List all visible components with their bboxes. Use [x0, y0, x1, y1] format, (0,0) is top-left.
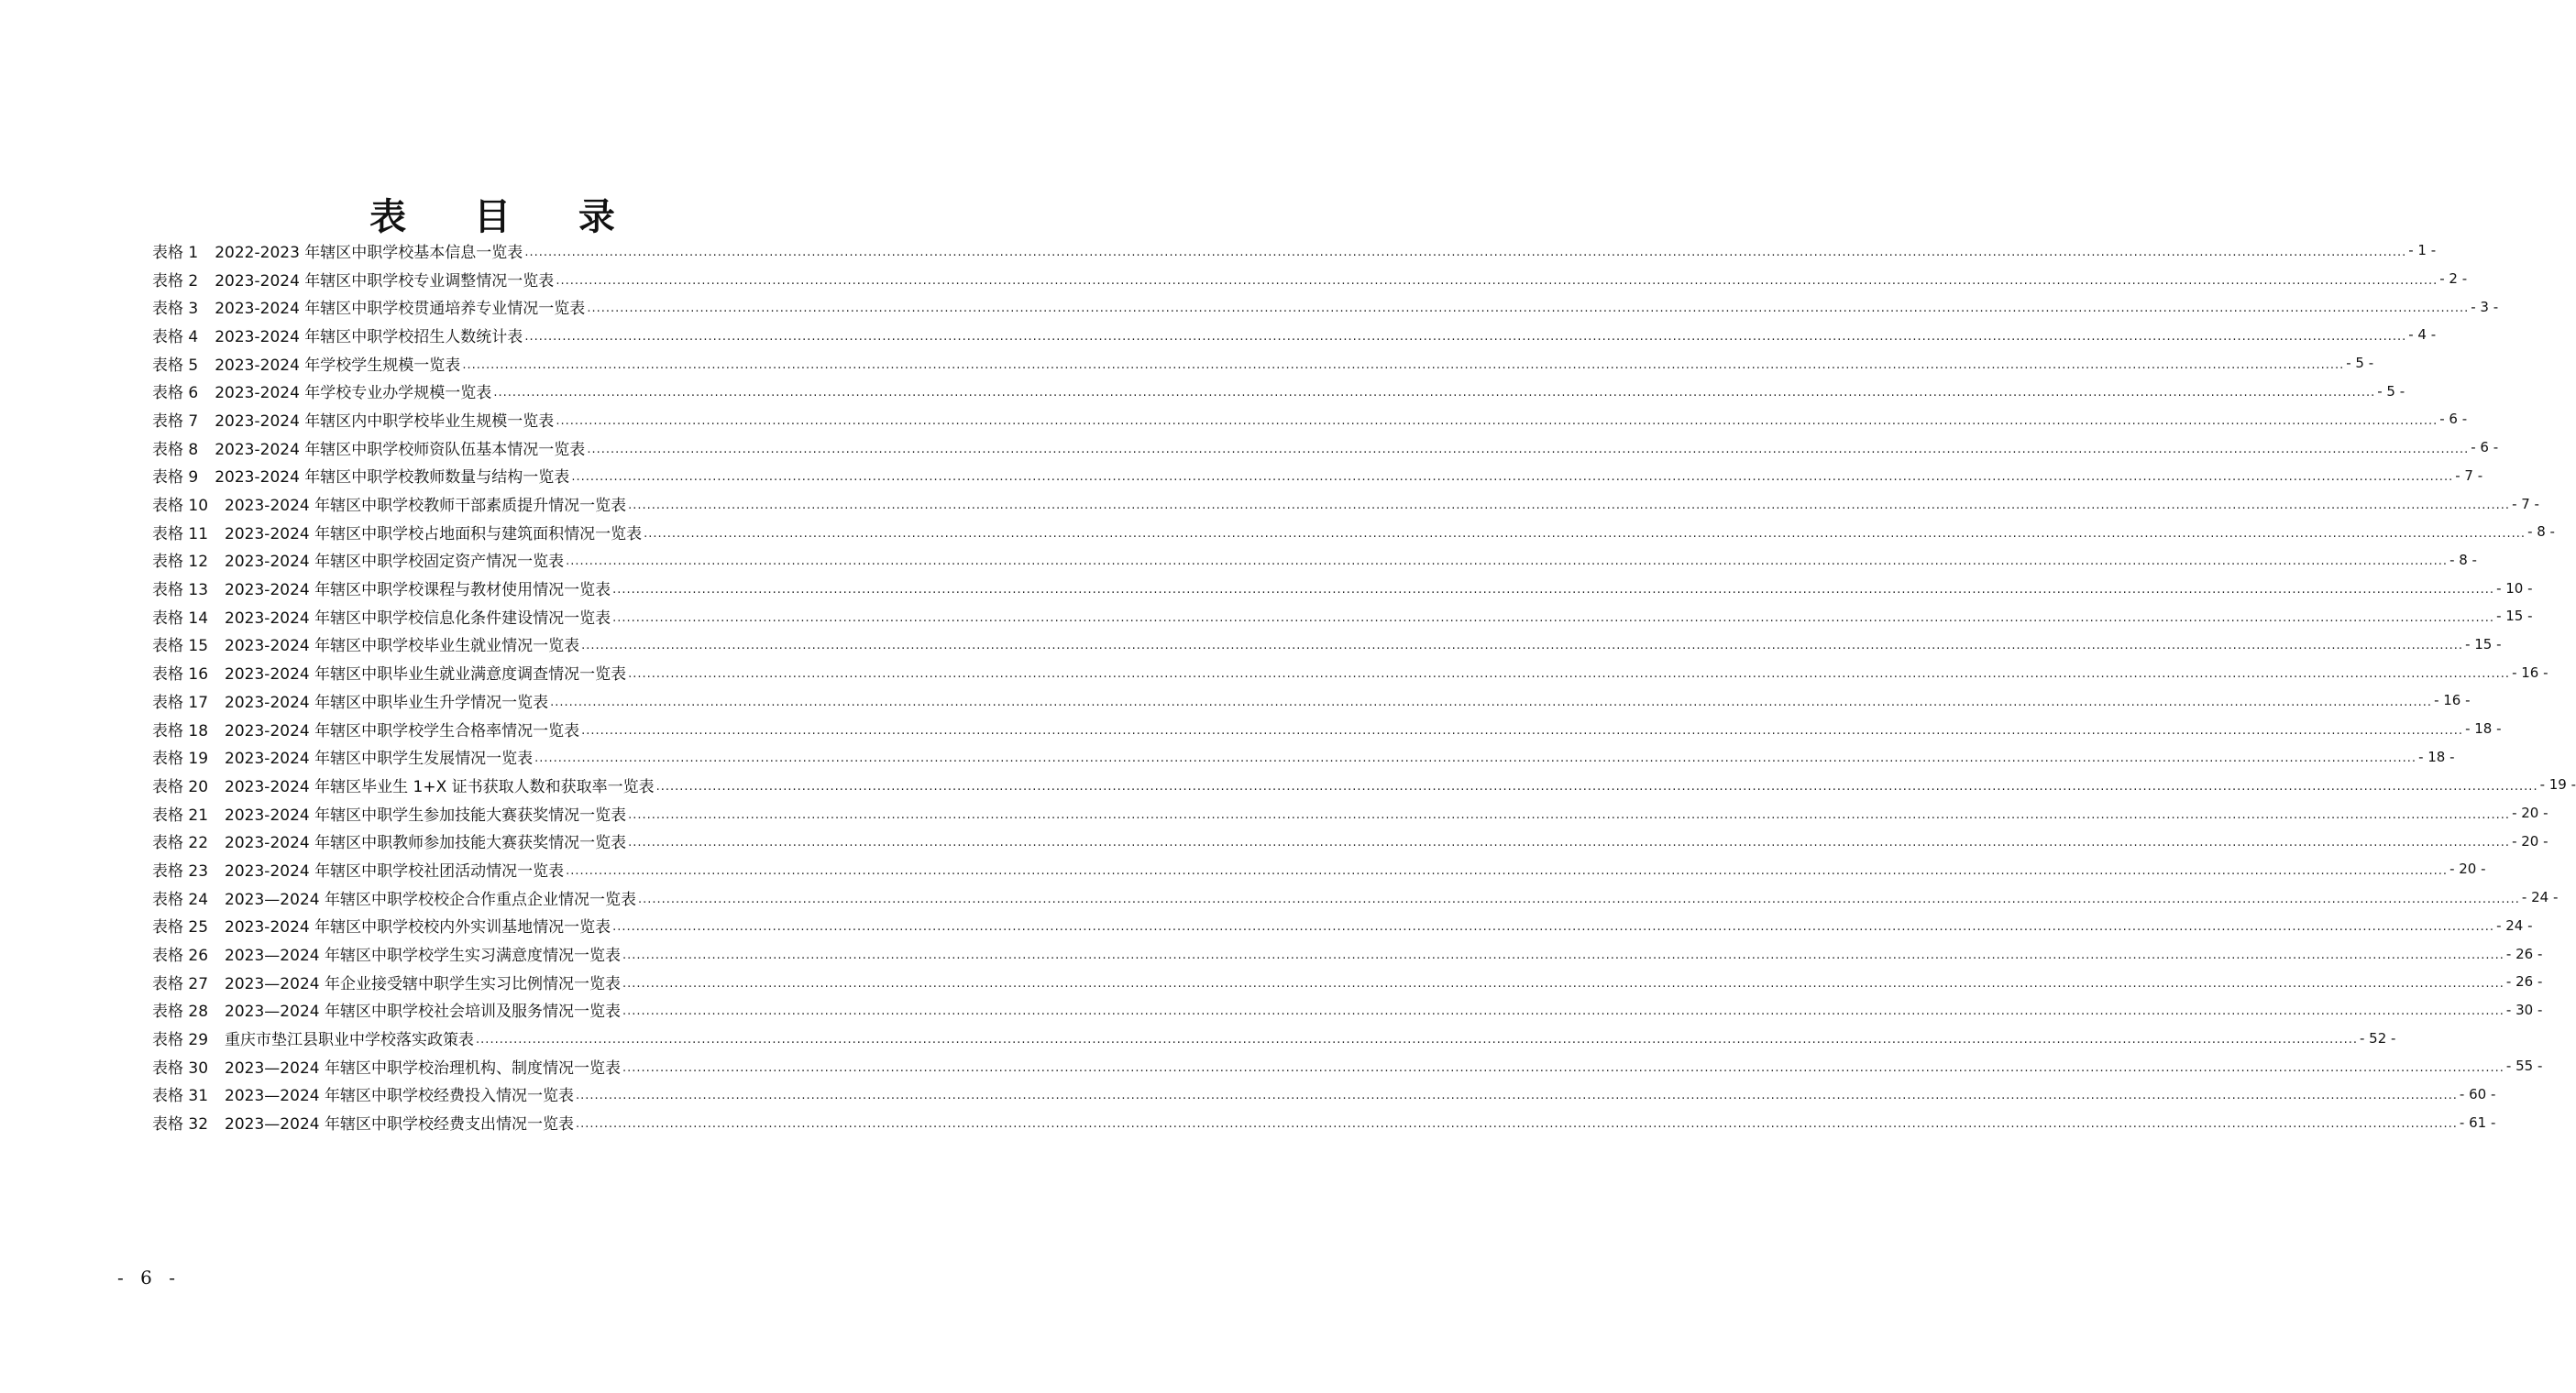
toc-entry-label: 表格 24 — [152, 890, 209, 909]
toc-entry-label: 表格 12 — [152, 553, 209, 572]
toc-leader-dots: ................................................................................................................................................................................................................................................................................................................................................................................................................ — [622, 1060, 2504, 1075]
toc-leader-dots: ................................................................................................................................................................................................................................................................................................................................................................................................................ — [612, 583, 2495, 598]
toc-entry-label: 表格 2 — [152, 271, 199, 291]
toc-entry-label: 表格 13 — [152, 581, 209, 600]
toc-entry-page: - 24 - — [2521, 889, 2559, 906]
toc-entry-label: 表格 3 — [152, 300, 199, 319]
toc-entry-title: 2023-2024 年辖区中职学校教师数量与结构一览表 — [215, 468, 570, 488]
toc-entry-label: 表格 5 — [152, 356, 199, 375]
toc-entry[interactable] — [152, 574, 2533, 602]
toc-entry-page: - 7 - — [2455, 466, 2483, 484]
toc-entry-page: - 6 - — [2471, 439, 2499, 456]
toc-entry-page: - 15 - — [2496, 608, 2533, 625]
toc-leader-dots: ................................................................................................................................................................................................................................................................................................................................................................................................................ — [524, 329, 2407, 344]
toc-entry-label: 表格 27 — [152, 974, 209, 993]
toc-leader-dots: ................................................................................................................................................................................................................................................................................................................................................................................................................ — [628, 499, 2511, 513]
toc-entry-page: - 20 - — [2449, 861, 2486, 878]
toc-leader-dots: ................................................................................................................................................................................................................................................................................................................................................................................................................ — [493, 386, 2376, 400]
toc-entry[interactable] — [152, 1080, 2496, 1109]
toc-entry[interactable] — [152, 349, 2374, 378]
toc-entry[interactable] — [152, 518, 2555, 546]
toc-entry-page: - 19 - — [2539, 776, 2576, 794]
toc-entry-title: 2023-2024 年辖区中职学校贯通培养专业情况一览表 — [215, 300, 586, 319]
toc-entry-label: 表格 18 — [152, 721, 209, 740]
toc-leader-dots: ................................................................................................................................................................................................................................................................................................................................................................................................................ — [462, 357, 2345, 372]
toc-entry-title: 2023-2024 年学校专业办学规模一览表 — [215, 384, 492, 403]
toc-leader-dots: ................................................................................................................................................................................................................................................................................................................................................................................................................ — [524, 245, 2407, 259]
toc-entry-page: - 6 - — [2439, 411, 2468, 428]
toc-entry[interactable] — [152, 1108, 2496, 1136]
toc-entry[interactable] — [152, 827, 2548, 855]
toc-entry-label: 表格 16 — [152, 665, 209, 685]
toc-entry-page: - 4 - — [2408, 326, 2437, 344]
toc-entry-label: 表格 20 — [152, 777, 209, 796]
toc-entry-title: 2023-2024 年辖区中职学生参加技能大赛获奖情况一览表 — [225, 806, 627, 825]
toc-entry[interactable] — [152, 321, 2437, 349]
toc-leader-dots: ................................................................................................................................................................................................................................................................................................................................................................................................................ — [581, 723, 2464, 738]
toc-entry[interactable] — [152, 292, 2499, 321]
toc-entry-page: - 60 - — [2459, 1085, 2496, 1102]
toc-entry-title: 2023—2024 年辖区中职学校经费投入情况一览表 — [225, 1087, 574, 1106]
toc-entry-label: 表格 31 — [152, 1087, 209, 1106]
toc-entry-label: 表格 7 — [152, 411, 199, 431]
toc-entry[interactable] — [152, 883, 2559, 912]
toc-entry-title: 2023-2024 年辖区中职学校师资队伍基本情况一览表 — [215, 440, 586, 459]
toc-leader-dots: ................................................................................................................................................................................................................................................................................................................................................................................................................ — [637, 892, 2520, 906]
toc-leader-dots: ................................................................................................................................................................................................................................................................................................................................................................................................................ — [550, 695, 2433, 709]
toc-entry[interactable] — [152, 771, 2576, 799]
toc-entry-page: - 2 - — [2439, 270, 2468, 288]
toc-entry-title: 2023-2024 年辖区中职学生发展情况一览表 — [225, 750, 534, 769]
toc-entry-label: 表格 21 — [152, 806, 209, 825]
toc-entry-page: - 52 - — [2359, 1029, 2396, 1047]
page-number: - 6 - — [117, 1267, 181, 1289]
toc-entry-label: 表格 30 — [152, 1058, 209, 1078]
toc-leader-dots: ................................................................................................................................................................................................................................................................................................................................................................................................................ — [612, 920, 2495, 935]
toc-entry-title: 2023-2024 年辖区中职学校毕业生就业情况一览表 — [225, 637, 580, 656]
toc-entry[interactable] — [152, 377, 2405, 405]
toc-entry[interactable] — [152, 236, 2437, 265]
toc-leader-dots: ................................................................................................................................................................................................................................................................................................................................................................................................................ — [622, 976, 2504, 991]
toc-leader-dots: ................................................................................................................................................................................................................................................................................................................................................................................................................ — [476, 1033, 2358, 1047]
toc-entry-title: 2023-2024 年辖区中职学校占地面积与建筑面积情况一览表 — [225, 524, 643, 543]
toc-entry-label: 表格 6 — [152, 384, 199, 403]
toc-entry-page: - 1 - — [2408, 242, 2437, 259]
toc-entry[interactable] — [152, 799, 2548, 828]
toc-entry[interactable] — [152, 658, 2548, 686]
toc-entry-title: 2023—2024 年辖区中职学校社会培训及服务情况一览表 — [225, 1003, 621, 1022]
toc-entry-title: 2023-2024 年辖区中职学校专业调整情况一览表 — [215, 271, 555, 291]
toc-entry-label: 表格 25 — [152, 918, 209, 938]
toc-entry-title: 2023—2024 年辖区中职学校经费支出情况一览表 — [225, 1115, 574, 1135]
toc-entry-page: - 26 - — [2505, 945, 2543, 962]
toc-leader-dots: ................................................................................................................................................................................................................................................................................................................................................................................................................ — [587, 442, 2470, 456]
toc-entry-title: 重庆市垫江县职业中学校落实政策表 — [225, 1031, 475, 1050]
toc-entry-page: - 10 - — [2496, 579, 2533, 597]
toc-entry-label: 表格 15 — [152, 637, 209, 656]
toc-entry-title: 2023-2024 年辖区中职学校学生合格率情况一览表 — [225, 721, 580, 740]
toc-entry-label: 表格 4 — [152, 327, 199, 346]
toc-entry-label: 表格 17 — [152, 693, 209, 712]
toc-entry-page: - 5 - — [2377, 382, 2405, 400]
toc-entry-title: 2023-2024 年辖区中职教师参加技能大赛获奖情况一览表 — [225, 834, 627, 853]
toc-entry[interactable] — [152, 742, 2455, 771]
toc-entry-page: - 18 - — [2465, 720, 2502, 738]
toc-leader-dots: ................................................................................................................................................................................................................................................................................................................................................................................................................ — [628, 836, 2511, 850]
toc-entry[interactable] — [152, 939, 2543, 968]
toc-entry-title: 2023-2024 年辖区中职学校教师干部素质提升情况一览表 — [225, 497, 627, 516]
toc-entry-page: - 61 - — [2459, 1113, 2496, 1131]
toc-leader-dots: ................................................................................................................................................................................................................................................................................................................................................................................................................ — [581, 639, 2464, 653]
toc-entry-page: - 20 - — [2512, 805, 2548, 822]
toc-entry[interactable] — [152, 968, 2543, 996]
toc-leader-dots: ................................................................................................................................................................................................................................................................................................................................................................................................................ — [575, 1089, 2458, 1103]
toc-entry-page: - 16 - — [2512, 664, 2548, 681]
toc-entry-label: 表格 32 — [152, 1115, 209, 1135]
toc-leader-dots: ................................................................................................................................................................................................................................................................................................................................................................................................................ — [622, 949, 2504, 963]
toc-entry-label: 表格 28 — [152, 1003, 209, 1022]
toc-entry[interactable] — [152, 996, 2543, 1025]
toc-entry-label: 表格 9 — [152, 468, 199, 488]
toc-entry-title: 2022-2023 年辖区中职学校基本信息一览表 — [215, 243, 523, 262]
toc-entry-title: 2023—2024 年辖区中职学校学生实习满意度情况一览表 — [225, 947, 621, 966]
toc-entry-page: - 26 - — [2505, 973, 2543, 991]
toc-entry-label: 表格 10 — [152, 497, 209, 516]
toc-entry[interactable] — [152, 855, 2486, 883]
toc-entry-title: 2023-2024 年辖区中职学校社团活动情况一览表 — [225, 861, 565, 881]
toc-leader-dots: ................................................................................................................................................................................................................................................................................................................................................................................................................ — [566, 554, 2449, 569]
toc-entry-page: - 8 - — [2449, 551, 2477, 568]
table-of-contents — [152, 236, 2576, 1136]
toc-leader-dots: ................................................................................................................................................................................................................................................................................................................................................................................................................ — [566, 863, 2449, 878]
toc-entry-title: 2023-2024 年辖区中职学校固定资产情况一览表 — [225, 553, 565, 572]
toc-entry-title: 2023—2024 年辖区中职学校校企合作重点企业情况一览表 — [225, 890, 636, 909]
toc-entry-label: 表格 23 — [152, 861, 209, 881]
toc-entry-page: - 5 - — [2346, 355, 2374, 372]
toc-entry-page: - 16 - — [2434, 692, 2471, 709]
toc-entry-page: - 7 - — [2512, 495, 2539, 512]
toc-leader-dots: ................................................................................................................................................................................................................................................................................................................................................................................................................ — [628, 667, 2511, 682]
toc-entry-label: 表格 8 — [152, 440, 199, 459]
toc-entry-label: 表格 14 — [152, 609, 209, 628]
toc-entry[interactable] — [152, 265, 2468, 293]
toc-entry-page: - 15 - — [2465, 635, 2502, 653]
toc-entry-title: 2023-2024 年学校学生规模一览表 — [215, 356, 461, 375]
toc-entry-page: - 55 - — [2505, 1058, 2543, 1075]
toc-entry[interactable] — [152, 546, 2477, 575]
toc-leader-dots: ................................................................................................................................................................................................................................................................................................................................................................................................................ — [534, 751, 2417, 766]
toc-entry-title: 2023-2024 年辖区毕业生 1+X 证书获取人数和获取率一览表 — [225, 777, 655, 796]
toc-leader-dots: ................................................................................................................................................................................................................................................................................................................................................................................................................ — [612, 610, 2495, 625]
toc-entry-page: - 20 - — [2512, 832, 2548, 850]
toc-leader-dots: ................................................................................................................................................................................................................................................................................................................................................................................................................ — [628, 807, 2511, 822]
toc-entry[interactable] — [152, 602, 2533, 631]
toc-entry-title: 2023—2024 年辖区中职学校治理机构、制度情况一览表 — [225, 1058, 621, 1078]
toc-entry-title: 2023-2024 年辖区内中职学校毕业生规模一览表 — [215, 411, 555, 431]
toc-entry-page: - 30 - — [2505, 1001, 2543, 1018]
toc-entry-label: 表格 1 — [152, 243, 199, 262]
toc-leader-dots: ................................................................................................................................................................................................................................................................................................................................................................................................................ — [575, 1117, 2458, 1132]
toc-entry[interactable] — [152, 1024, 2396, 1052]
toc-leader-dots: ................................................................................................................................................................................................................................................................................................................................................................................................................ — [587, 302, 2470, 316]
toc-entry-title: 2023-2024 年辖区中职毕业生升学情况一览表 — [225, 693, 549, 712]
toc-entry-label: 表格 29 — [152, 1031, 209, 1050]
toc-leader-dots: ................................................................................................................................................................................................................................................................................................................................................................................................................ — [556, 413, 2438, 428]
toc-leader-dots: ................................................................................................................................................................................................................................................................................................................................................................................................................ — [655, 779, 2538, 794]
toc-entry-title: 2023—2024 年企业接受辖中职学生实习比例情况一览表 — [225, 974, 621, 993]
toc-entry[interactable] — [152, 715, 2502, 743]
toc-entry[interactable] — [152, 631, 2502, 659]
toc-entry-title: 2023-2024 年辖区中职学校招生人数统计表 — [215, 327, 523, 346]
toc-entry[interactable] — [152, 433, 2499, 462]
toc-entry-label: 表格 26 — [152, 947, 209, 966]
toc-entry[interactable] — [152, 489, 2539, 518]
toc-entry-label: 表格 22 — [152, 834, 209, 853]
toc-entry-page: - 18 - — [2418, 748, 2455, 765]
toc-entry-title: 2023-2024 年辖区中职毕业生就业满意度调查情况一览表 — [225, 665, 627, 685]
toc-entry[interactable] — [152, 912, 2533, 940]
toc-leader-dots: ................................................................................................................................................................................................................................................................................................................................................................................................................ — [571, 470, 2454, 485]
toc-entry-page: - 8 - — [2527, 523, 2555, 541]
toc-leader-dots: ................................................................................................................................................................................................................................................................................................................................................................................................................ — [644, 526, 2526, 541]
toc-leader-dots: ................................................................................................................................................................................................................................................................................................................................................................................................................ — [622, 1004, 2504, 1019]
toc-entry-title: 2023-2024 年辖区中职学校校内外实训基地情况一览表 — [225, 918, 611, 938]
toc-entry-page: - 3 - — [2471, 298, 2499, 315]
toc-entry[interactable] — [152, 1052, 2543, 1080]
page-title: 表 目 录 — [369, 194, 643, 238]
toc-entry[interactable] — [152, 405, 2468, 433]
toc-entry[interactable] — [152, 686, 2471, 715]
toc-leader-dots: ................................................................................................................................................................................................................................................................................................................................................................................................................ — [556, 273, 2438, 288]
toc-entry-label: 表格 19 — [152, 750, 209, 769]
toc-entry-label: 表格 11 — [152, 524, 209, 543]
toc-entry[interactable] — [152, 462, 2483, 490]
toc-entry-title: 2023-2024 年辖区中职学校信息化条件建设情况一览表 — [225, 609, 611, 628]
toc-entry-title: 2023-2024 年辖区中职学校课程与教材使用情况一览表 — [225, 581, 611, 600]
toc-entry-page: - 24 - — [2496, 916, 2533, 934]
